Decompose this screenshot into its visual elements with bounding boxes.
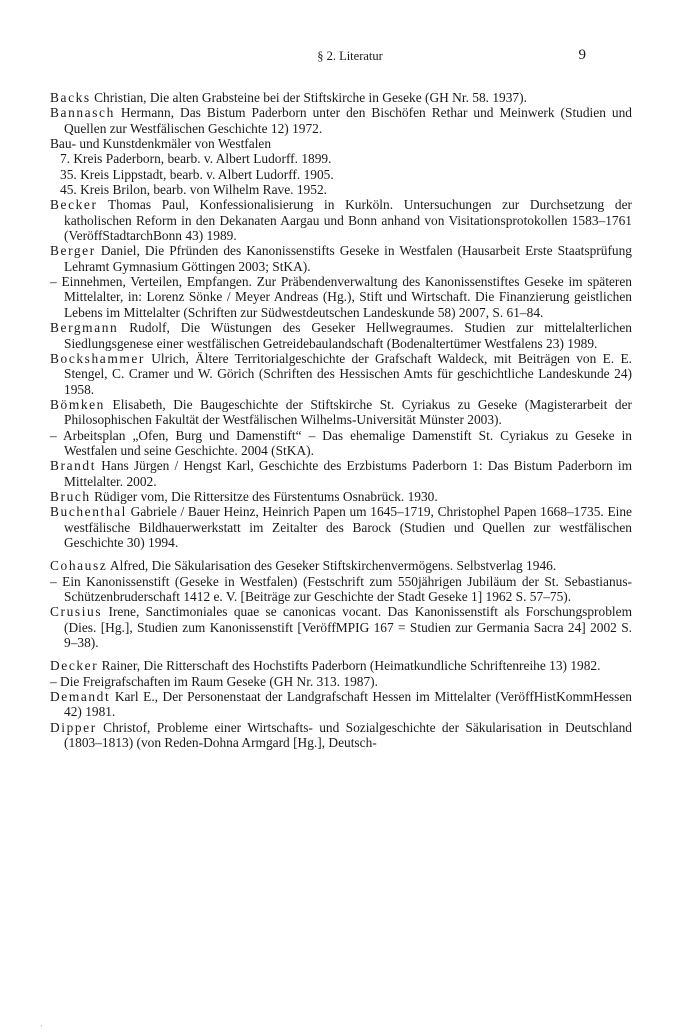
author-name: Demandt (50, 689, 111, 705)
entry-text: Hans Jürgen / Hengst Karl, Geschichte des Erzbistums Paderborn 1: Das Bistum Paderborn im Mittelalter. 2002. (64, 458, 632, 489)
author-name: Brandt (50, 458, 97, 474)
bib-entry (50, 674, 632, 689)
entry-text: – Arbeitsplan „Ofen, Burg und Damenstift“ – Das ehemalige Damenstift St. Cyriakus zu Geseke in Westfalen und seine Geschichte. 2004 (StKA). (50, 427, 632, 458)
entry-text: Alfred, Die Säkularisation des Geseker Stiftskirchenvermögens. Selbstverlag 1946. (107, 558, 557, 574)
author-name: Berger (50, 243, 96, 259)
bibliography-list (50, 90, 632, 750)
bib-entry (50, 504, 632, 550)
author-name: Bömken (50, 396, 105, 412)
entry-text: Rüdiger vom, Die Rittersitze des Fürstentums Osnabrück. 1930. (90, 488, 438, 504)
running-title: § 2. Literatur (317, 49, 383, 63)
entry-text: Elisabeth, Die Baugeschichte der Stiftskirche St. Cyriakus zu Geseke (Magisterarbeit der Philosophischen Fakultät der Westfälischen Wilhelms-Universität Münster 2003). (64, 396, 632, 428)
author-name: Bergmann (50, 320, 119, 336)
author-name: Cohausz (50, 558, 108, 574)
bib-subentry (50, 167, 632, 182)
bib-entry (50, 397, 632, 428)
bib-entry (50, 658, 632, 673)
author-name: Decker (50, 658, 99, 674)
corner-mark: · (40, 1022, 43, 1031)
page-number: 9 (578, 47, 586, 63)
entry-text: Ulrich, Ältere Territorialgeschichte der Grafschaft Waldeck, mit Beiträgen von E. E. Stengel, C. Cramer und W. Görich (Schriften des Hessischen Amts für geschichtliche Landeskunde 24) 1958. (64, 350, 632, 397)
author-name: Crusius (50, 604, 103, 620)
author-name: Bockshammer (50, 350, 145, 366)
entry-text: Christof, Probleme einer Wirtschafts- und Sozialgeschichte der Säkularisation in Deutschland (1803–1813) (von Reden-Dohna Armgard [Hg.], Deutsch- (64, 719, 632, 751)
entry-text: Rudolf, Die Wüstungen des Geseker Hellwegraumes. Studien zur mittelalterlichen Siedlungsgenese einer westfälischen Getreidebaulandschaft (Bodenaltertümer Westfalens 23) 1989. (64, 320, 632, 351)
bib-entry (50, 458, 632, 489)
bib-entry (50, 689, 632, 720)
author-name: Dipper (50, 719, 97, 735)
entry-text: – Ein Kanonissenstift (Geseke in Westfalen) (Festschrift zum 550jährigen Jubiläum der St. Sebastianus-Schützenbruderschaft 1412 e. V. [Beiträge zur Geschichte der Stadt Geseke 1] 1962 S. 57–75). (50, 573, 632, 604)
bib-entry (50, 351, 632, 397)
bib-entry (50, 105, 632, 136)
author-name: Backs (50, 90, 91, 105)
bib-subentry (50, 151, 632, 166)
bib-entry (50, 320, 632, 351)
entry-text: Daniel, Die Pfründen des Kanonissenstifts Geseke in Westfalen (Hausarbeit Erste Staatsprüfung Lehramt Gymnasium Göttingen 2003; StKA). (64, 243, 632, 274)
entry-text: Hermann, Das Bistum Paderborn unter den Bischöfen Rethar und Meinwerk (Studien und Quellen zur Westfälischen Geschichte 12) 1972. (64, 105, 632, 136)
bib-entry (50, 90, 632, 105)
bib-entry (50, 489, 632, 504)
entry-text: Gabriele / Bauer Heinz, Heinrich Papen um 1645–1719, Christophel Papen 1668–1735. Eine westfälische Bildhauerwerkstatt im Zeitalter des Barock (Studien und Quellen zur westfälischen Geschichte 30) 1994. (64, 504, 632, 550)
author-name: Buchenthal (50, 504, 127, 520)
entry-text: Karl E., Der Personenstaat der Landgrafschaft Hessen im Mittelalter (VeröffHistKommHessen 42) 1981. (64, 689, 632, 720)
entry-text: Christian, Die alten Grabsteine bei der Stiftskirche in Geseke (GH Nr. 58. 1937). (90, 90, 527, 105)
bib-entry (50, 574, 632, 605)
author-name: Bruch (50, 488, 91, 504)
bib-entry (50, 558, 632, 573)
bib-entry (50, 720, 632, 751)
bib-entry (50, 197, 632, 243)
bib-entry (50, 428, 632, 459)
entry-text: 45. Kreis Brilon, bearb. von Wilhelm Rave. 1952. (60, 182, 327, 198)
bib-entry (50, 136, 632, 151)
entry-text: Rainer, Die Ritterschaft des Hochstifts Paderborn (Heimatkundliche Schriftenreihe 13) 1982. (98, 658, 601, 674)
entry-text: – Die Freigrafschaften im Raum Geseke (GH Nr. 313. 1987). (50, 673, 378, 689)
author-name: Bannasch (50, 105, 115, 121)
entry-text: – Einnehmen, Verteilen, Empfangen. Zur Präbendenverwaltung des Kanonissenstiftes Geseke im späteren Mittelalter, in: Lorenz Sönke / Meyer Andreas (Hg.), Stift und Wirtschaft. Die Finanzierung geistlichen Lebens im Mittelalter (Schriften zur Südwestdeutschen Landeskunde 58) 2007, S. 61–84. (50, 274, 632, 320)
entry-text: Thomas Paul, Konfessionalisierung in Kurköln. Untersuchungen zur Durchsetzung der katholischen Reform in den Dekanaten Aargau und Bonn anhand von Visitationsprotokollen 1583–1761 (VeröffStadtarchBonn 43) 1989. (64, 197, 632, 244)
page-header (0, 47, 700, 67)
entry-text: Bau- und Kunstdenkmäler von Westfalen (50, 136, 272, 152)
entry-text: Irene, Sanctimoniales quae se canonicas vocant. Das Kanonissenstift als Forschungsproblem (Dies. [Hg.], Studien zum Kanonissenstift [VeröffMPIG 167 = Studien zur Germania Sacra 24] 2002 S. 9–38). (64, 604, 632, 651)
entry-text: 35. Kreis Lippstadt, bearb. v. Albert Ludorff. 1905. (60, 166, 334, 182)
bib-entry (50, 274, 632, 320)
bib-subentry (50, 182, 632, 197)
bib-entry (50, 243, 632, 274)
author-name: Becker (50, 197, 98, 213)
bib-entry (50, 604, 632, 650)
entry-text: 7. Kreis Paderborn, bearb. v. Albert Ludorff. 1899. (60, 151, 332, 167)
